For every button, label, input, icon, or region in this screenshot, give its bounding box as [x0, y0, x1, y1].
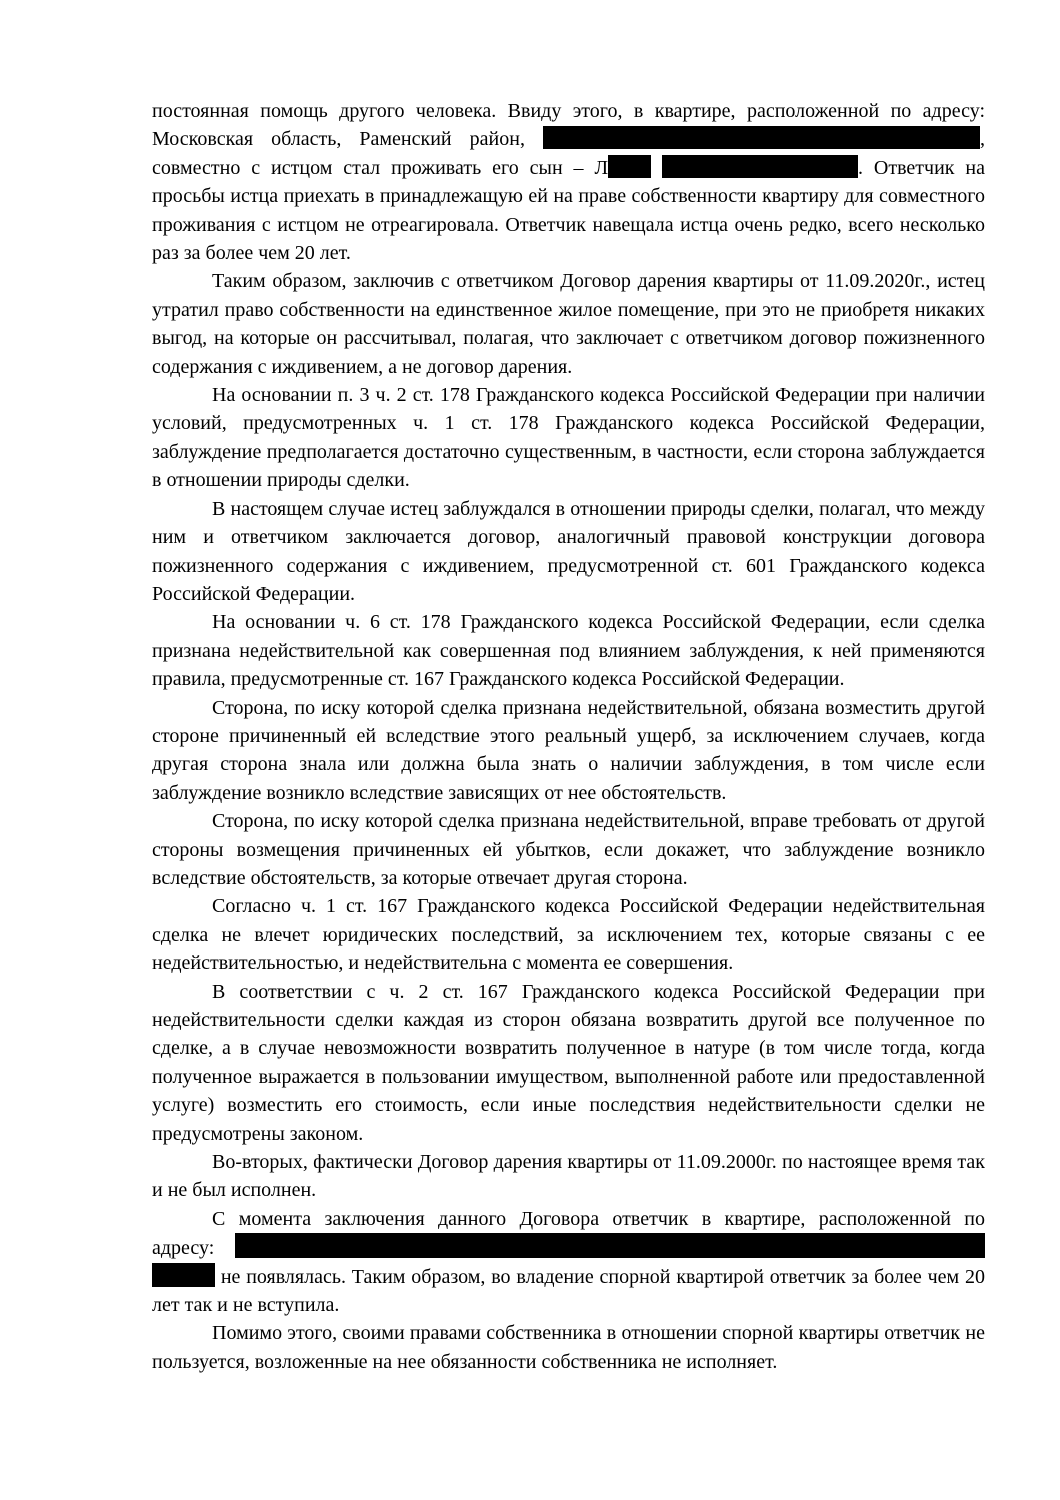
text-run: адресу: [152, 1237, 235, 1260]
text-run: На основании п. 3 ч. 2 ст. 178 Гражданского кодекса Российской Федерации при наличии условий, предусмотренных ч. 1 ст. 178 Гражданского кодекса Российской Федерации, заблуждение предполагается достаточно существенным, в частности, если сторона заблуждается в отношении природы сделки. [152, 384, 985, 492]
text-run: В соответствии с ч. 2 ст. 167 Гражданского кодекса Российской Федерации при недействительности сделки каждая из сторон обязана возвратить другой все полученное по сделке, а в случае невозможности возвратить полученное в натуре (в том числе тогда, когда полученное выражается в пользовании имуществом, выполненной работе или предоставленной услуге) возместить его стоимость, если иные последствия недействительности сделки не предусмотрены законом. [152, 980, 985, 1145]
paragraph [152, 1148, 985, 1205]
paragraph [152, 1205, 985, 1320]
text-run: не появлялась. Таким образом, во владение спорной квартирой ответчик за более чем 20 лет так и не вступила. [152, 1265, 985, 1317]
text-run [651, 157, 662, 179]
text-run: Сторона, по иску которой сделка признана недействительной, обязана возместить другой стороне причиненный ей вследствие этого реальный ущерб, за исключением случаев, когда другая сторона знала или должна была знать о наличии заблуждения, в том числе если заблуждение возникло вследствие зависящих от нее обстоятельств. [152, 696, 985, 804]
redaction-block [543, 126, 980, 149]
redaction-block [235, 1233, 985, 1258]
text-run: Помимо этого, своими правами собственника в отношении спорной квартиры ответчик не пользуется, возложенные на нее обязанности собственника не исполняет. [152, 1322, 985, 1373]
paragraph [152, 694, 985, 808]
paragraph [152, 807, 985, 892]
text-run: . Ответчик на просьбы истца приехать в принадлежащую ей на праве собственности квартиру для совместного проживания с истцом не отреагировала. Ответчик навещала истца очень редко, всего несколько раз за более чем 20 лет. [152, 156, 985, 265]
paragraph [152, 495, 985, 609]
redaction-block [662, 155, 858, 178]
text-run: В настоящем случае истец заблуждался в отношении природы сделки, полагал, что между ним и ответчиком заключается договор, аналогичный правовой конструкции договора пожизненного содержания с иждивением, предусмотренной ст. 601 Гражданского кодекса Российской Федерации. [152, 497, 985, 605]
redaction-block [608, 155, 651, 178]
text-run: Таким образом, заключив с ответчиком Договор дарения квартиры от 11.09.2020г., истец утратил право собственности на единственное жилое помещение, при это не приобретя никаких выгод, на которые он рассчитывал, полагая, что заключает с ответчиком договор пожизненного содержания с иждивением, а не договор дарения. [152, 270, 985, 378]
text-run: постоянная помощь другого человека. Ввиду этого, в квартире, расположенной по адресу: Московская область, Раменский район, [152, 100, 985, 151]
text-run: Согласно ч. 1 ст. 167 Гражданского кодекса Российской Федерации недействительная сделка не влечет юридических последствий, за исключением тех, которые связаны с ее недействительностью, и недействительна с момента ее совершения. [152, 895, 985, 975]
text-run: С момента заключения данного Договора ответчик в квартире, расположенной по [212, 1207, 985, 1230]
paragraph [152, 97, 985, 267]
paragraph [152, 608, 985, 693]
paragraph [152, 978, 985, 1148]
text-run: Сторона, по иску которой сделка признана недействительной, вправе требовать от другой стороны возмещения причиненных ей убытков, если докажет, что заблуждение возникло вследствие обстоятельств, за которые отвечает другая сторона. [152, 810, 985, 889]
paragraph [152, 1319, 985, 1376]
paragraph [152, 381, 985, 495]
text-run: Во-вторых, фактически Договор дарения квартиры от 11.09.2000г. по настоящее время так и не был исполнен. [152, 1151, 985, 1202]
redaction-block [152, 1263, 215, 1287]
text-run: На основании ч. 6 ст. 178 Гражданского кодекса Российской Федерации, если сделка признана недействительной как совершенная под влиянием заблуждения, к ней применяются правила, предусмотренные ст. 167 Гражданского кодекса Российской Федерации. [152, 611, 985, 691]
paragraph [152, 267, 985, 381]
text-run: , совместно с истцом стал проживать его сын – Л [152, 128, 985, 179]
redacted-address-group [152, 1237, 985, 1259]
paragraph [152, 892, 985, 977]
